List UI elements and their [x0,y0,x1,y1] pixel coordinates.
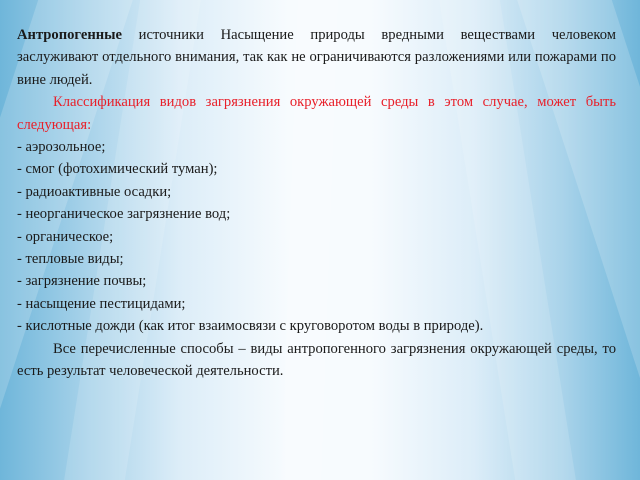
pollution-types-list [17,136,616,338]
intro-text: источники Насыщение природы вредными веществами человеком заслуживают отдельного внимания, так как не ограничиваются разложениями или пожарами по вине людей. [17,27,616,88]
list-item: - органическое; [17,228,114,245]
intro-bold-lead: Антропогенные [17,27,123,43]
conclusion-paragraph: Все перечисленные способы – виды антропогенного загрязнения окружающей среды, то есть результат человеческой деятельности. [17,340,616,380]
intro-paragraph [17,24,616,91]
classification-paragraph: Классификация видов загрязнения окружающей среды в этом случае, может быть следующая: [17,94,616,133]
list-item: - тепловые виды; [17,251,124,268]
list-item: - кислотные дожди (как итог взаимосвязи с круговоротом воды в природе). [17,318,484,335]
slide-text-body [17,24,616,383]
list-item: - загрязнение почвы; [17,273,147,290]
list-item: - радиоактивные осадки; [17,183,172,200]
list-item: - смог (фотохимический туман); [17,161,218,178]
list-item: - насыщение пестицидами; [17,295,186,312]
list-item: - аэрозольное; [17,139,106,156]
list-item: - неорганическое загрязнение вод; [17,206,231,223]
